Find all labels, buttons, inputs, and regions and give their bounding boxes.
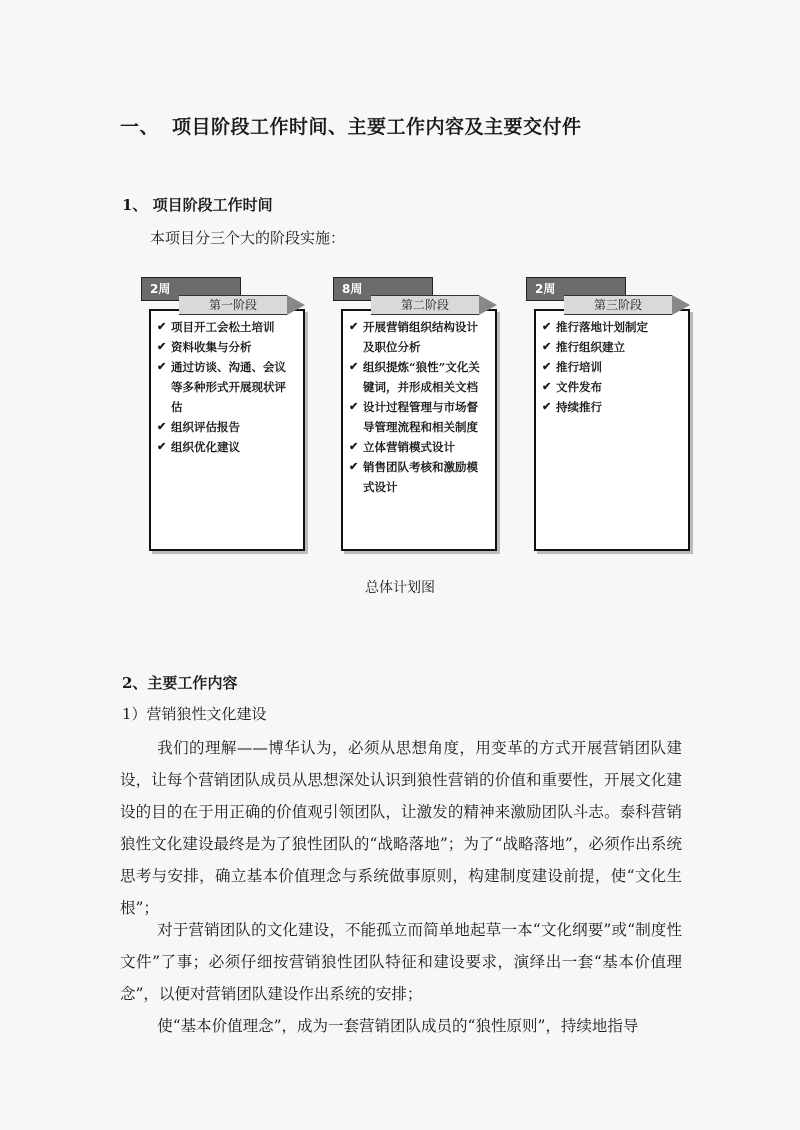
stage-2 bbox=[333, 277, 495, 549]
section2-title: 2、主要工作内容 bbox=[122, 674, 238, 692]
check-icon: ✔ bbox=[157, 320, 167, 333]
diagram-caption: 总体计划图 bbox=[365, 580, 435, 596]
stage-1 bbox=[141, 277, 303, 549]
stage-name: 第三阶段 bbox=[564, 295, 672, 315]
check-icon: ✔ bbox=[157, 340, 167, 353]
list-item: ✔ 组织优化建议 bbox=[155, 437, 297, 457]
list-item: ✔ 组织提炼“狼性”文化关键词，并形成相关文档 bbox=[347, 357, 489, 397]
check-icon: ✔ bbox=[542, 360, 552, 373]
section1-title: 1、 项目阶段工作时间 bbox=[122, 196, 273, 214]
list-item: ✔ 推行组织建立 bbox=[540, 337, 682, 357]
section2-subtitle: 1）营销狼性文化建设 bbox=[122, 705, 267, 723]
duration-label: 2周 bbox=[535, 282, 556, 296]
list-item: ✔ 通过访谈、沟通、会议等多种形式开展现状评估 bbox=[155, 357, 297, 417]
paragraph-2: 对于营销团队的文化建设，不能孤立而简单地起草一本“文化纲要”或“制度性文件”了事；必须仔细按营销狼性团队特征和建设要求，演绎出一套“基本价值理念”，以便对营销团队建设作出系统的安排； bbox=[120, 921, 682, 1003]
stage-3-box bbox=[534, 309, 690, 551]
check-icon: ✔ bbox=[157, 360, 167, 373]
list-item: ✔ 项目开工会松土培训 bbox=[155, 317, 297, 337]
list-item: ✔ 资料收集与分析 bbox=[155, 337, 297, 357]
stage-name: 第一阶段 bbox=[179, 295, 287, 315]
check-icon: ✔ bbox=[349, 320, 359, 333]
check-icon: ✔ bbox=[349, 360, 359, 373]
check-icon: ✔ bbox=[542, 320, 552, 333]
list-item: ✔ 销售团队考核和激励模式设计 bbox=[347, 457, 489, 497]
list-item: ✔ 组织评估报告 bbox=[155, 417, 297, 437]
paragraph-3: 使“基本价值理念”，成为一套营销团队成员的“狼性原则”，持续地指导 bbox=[157, 1017, 639, 1035]
stage-3 bbox=[526, 277, 688, 549]
stage-name: 第二阶段 bbox=[371, 295, 479, 315]
duration-label: 2周 bbox=[150, 282, 171, 296]
arrow-icon bbox=[479, 295, 497, 315]
duration-label: 8周 bbox=[342, 282, 363, 296]
heading-number: 一、 bbox=[120, 116, 160, 138]
heading-title: 项目阶段工作时间、主要工作内容及主要交付件 bbox=[172, 116, 582, 138]
check-icon: ✔ bbox=[349, 460, 359, 473]
check-icon: ✔ bbox=[542, 380, 552, 393]
check-icon: ✔ bbox=[542, 340, 552, 353]
list-item: ✔ 推行落地计划制定 bbox=[540, 317, 682, 337]
list-item: ✔ 立体营销模式设计 bbox=[347, 437, 489, 457]
check-icon: ✔ bbox=[349, 440, 359, 453]
list-item: ✔ 推行培训 bbox=[540, 357, 682, 377]
check-icon: ✔ bbox=[157, 440, 167, 453]
list-item: ✔ 持续推行 bbox=[540, 397, 682, 417]
stage-1-box bbox=[149, 309, 305, 551]
check-icon: ✔ bbox=[542, 400, 552, 413]
check-icon: ✔ bbox=[349, 400, 359, 413]
section1-intro: 本项目分三个大的阶段实施： bbox=[150, 229, 346, 247]
list-item: ✔ 文件发布 bbox=[540, 377, 682, 397]
check-icon: ✔ bbox=[157, 420, 167, 433]
paragraph-1: 我们的理解——博华认为，必须从思想角度，用变革的方式开展营销团队建设，让每个营销团队成员从思想深处认识到狼性营销的价值和重要性，开展文化建设的目的在于用正确的价值观引领团队，让激发的精神来激励团队斗志。泰科营销狼性文化建设最终是为了狼性团队的“战略落地”；为了“战略落地”，必须作出系统思考与安排，确立基本价值理念与系统做事原则，构建制度建设前提，使“文化生根”； bbox=[120, 739, 682, 917]
arrow-icon bbox=[287, 295, 305, 315]
stage-2-box bbox=[341, 309, 497, 551]
list-item: ✔ 设计过程管理与市场督导管理流程和相关制度 bbox=[347, 397, 489, 437]
heading-1 bbox=[120, 112, 582, 139]
list-item: ✔ 开展营销组织结构设计及职位分析 bbox=[347, 317, 489, 357]
arrow-icon bbox=[672, 295, 690, 315]
